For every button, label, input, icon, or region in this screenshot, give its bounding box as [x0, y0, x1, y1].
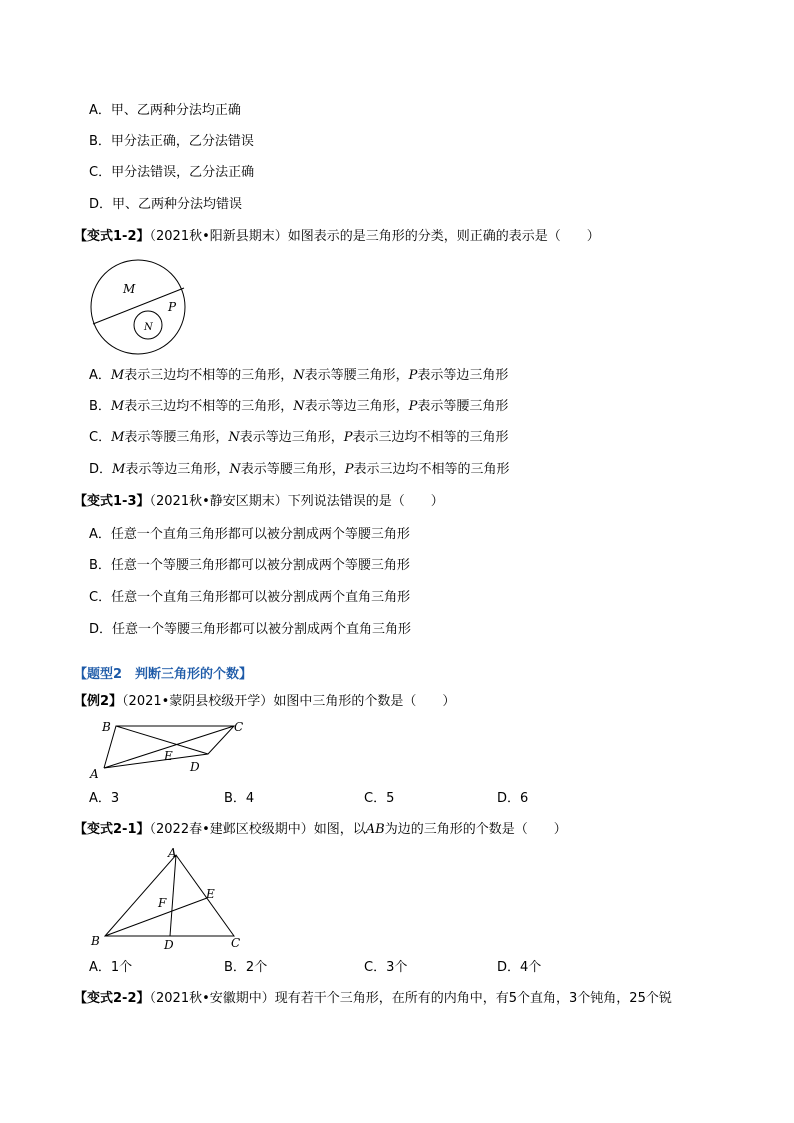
q1-option-c: C．甲分法错误，乙分法正确	[89, 165, 255, 180]
var-m: M	[112, 462, 126, 477]
v12-option-a	[89, 368, 508, 384]
var-m: M	[111, 430, 125, 445]
var-p: P	[344, 462, 354, 477]
label-b: B	[102, 720, 111, 734]
option-text: 表示等腰三角形，	[304, 368, 409, 383]
label-a: A	[90, 767, 99, 781]
question-stem: 下列说法错误的是（ ）	[287, 494, 444, 509]
question-example-2	[74, 694, 455, 710]
question-stem: 如图中三角形的个数是（ ）	[273, 694, 456, 709]
question-stem: 为边的三角形的个数是（ ）	[384, 822, 567, 837]
var-p: P	[343, 430, 353, 445]
var-n: N	[228, 430, 240, 445]
question-variant-1-2	[74, 229, 600, 245]
label-a: A	[168, 846, 177, 860]
label-c: C	[234, 720, 244, 734]
var-m: M	[110, 399, 125, 414]
question-source: （2021秋•静安区期末）	[149, 494, 288, 509]
question-stem: 如图，以	[313, 822, 366, 837]
question-source: （2021秋•安徽期中）	[149, 991, 275, 1006]
option-text: 表示三边均不相等的三角形	[352, 430, 509, 445]
option-text: 表示三边均不相等的三角形	[353, 462, 510, 477]
option-text: 表示等边三角形，	[304, 399, 409, 414]
var-ab: AB	[365, 822, 385, 837]
var-n: N	[293, 368, 305, 383]
ex2-triangle-figure	[88, 716, 258, 786]
v21-option-a: A．1个	[89, 960, 133, 975]
label-e: E	[206, 887, 215, 901]
option-text: 表示三边均不相等的三角形，	[124, 399, 294, 414]
v13-option-a: A．任意一个直角三角形都可以被分割成两个等腰三角形	[89, 527, 410, 542]
label-d: D	[164, 938, 174, 952]
option-text: 表示等边三角形，	[125, 462, 230, 477]
option-text: 表示等腰三角形，	[124, 430, 229, 445]
ex2-option-d: D．6	[497, 791, 529, 806]
option-text: 表示等边三角形，	[239, 430, 344, 445]
question-source: （2022春•建邺区校级期中）	[149, 822, 314, 837]
q1-option-d: D．甲、乙两种分法均错误	[89, 197, 243, 212]
v13-option-c: C．任意一个直角三角形都可以被分割成两个直角三角形	[89, 590, 411, 605]
var-n: N	[293, 399, 305, 414]
triangle-classification-figure	[90, 258, 190, 358]
v21-option-c: C．3个	[364, 960, 408, 975]
label-b: B	[91, 934, 100, 948]
var-n: N	[229, 462, 241, 477]
label-p: P	[168, 300, 177, 314]
question-stem: 如图表示的是三角形的分类，则正确的表示是（ ）	[287, 229, 600, 244]
var-p: P	[408, 399, 418, 414]
q1-option-a: A．甲、乙两种分法均正确	[89, 103, 241, 118]
question-tag: 【例2】	[74, 694, 123, 709]
question-source: （2021•蒙阴县校级开学）	[122, 694, 274, 709]
v13-option-b: B．任意一个等腰三角形都可以被分割成两个等腰三角形	[89, 558, 410, 573]
ex2-option-c: C．5	[364, 791, 395, 806]
v21-triangle-figure	[88, 846, 258, 952]
question-tag: 【变式1-2】	[74, 229, 150, 244]
label-f: F	[158, 896, 167, 910]
v13-option-d: D．任意一个等腰三角形都可以被分割成两个直角三角形	[89, 622, 412, 637]
option-text: 表示等腰三角形	[417, 399, 509, 414]
v12-option-c	[89, 430, 509, 446]
v12-option-b	[89, 399, 508, 415]
v12-option-d	[89, 462, 510, 478]
question-source: （2021秋•阳新县期末）	[149, 229, 288, 244]
question-tag: 【变式2-2】	[74, 991, 150, 1006]
label-e: E	[164, 749, 173, 763]
question-stem: 现有若干个三角形，在所有的内角中，有5个直角，3个钝角，25个锐	[274, 991, 672, 1006]
v21-option-b: B．2个	[224, 960, 268, 975]
var-m: M	[110, 368, 125, 383]
label-c: C	[231, 936, 241, 950]
option-letter: C．	[89, 430, 112, 445]
question-tag: 【变式2-1】	[74, 822, 150, 837]
section-heading: 【题型2 判断三角形的个数】	[74, 667, 253, 682]
v21-option-d: D．4个	[497, 960, 542, 975]
question-variant-2-2	[74, 991, 672, 1007]
question-variant-1-3	[74, 494, 444, 510]
label-n: N	[144, 322, 153, 333]
option-text: 表示等边三角形	[417, 368, 509, 383]
label-m: M	[123, 282, 136, 296]
ex2-option-b: B．4	[224, 791, 255, 806]
option-letter: B．	[89, 399, 111, 414]
question-tag: 【变式1-3】	[74, 494, 150, 509]
ex2-option-a: A．3	[89, 791, 120, 806]
q1-option-b: B．甲分法正确，乙分法错误	[89, 134, 254, 149]
option-letter: A．	[89, 368, 111, 383]
option-letter: D．	[89, 462, 113, 477]
var-p: P	[408, 368, 418, 383]
option-text: 表示等腰三角形，	[240, 462, 345, 477]
option-text: 表示三边均不相等的三角形，	[124, 368, 294, 383]
label-d: D	[190, 760, 200, 774]
question-variant-2-1	[74, 822, 567, 838]
